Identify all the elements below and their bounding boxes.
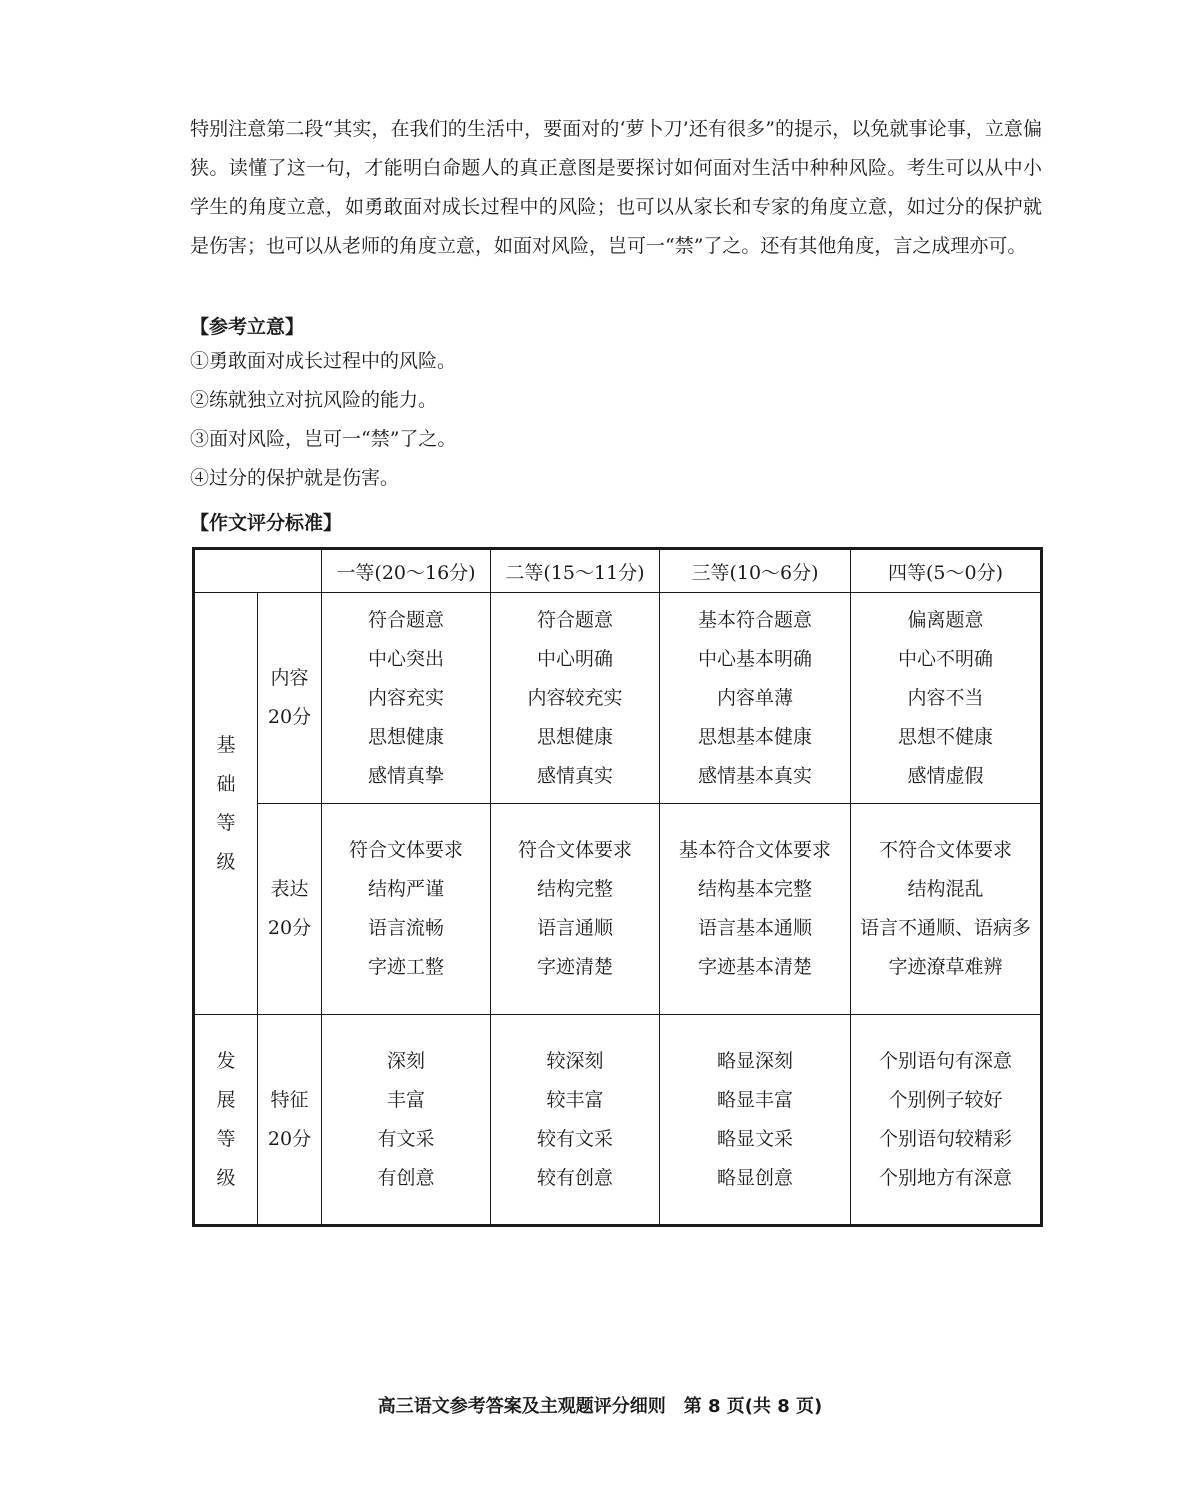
grade-header: 三等(10～6分) <box>660 549 851 593</box>
criteria-cell <box>851 1015 1042 1226</box>
table-row <box>194 593 1042 804</box>
row-label <box>258 804 322 1015</box>
criterion-line: 内容单薄 <box>716 686 793 709</box>
reference-heading: 【参考立意】 <box>190 316 305 338</box>
criterion-line: 思想健康 <box>536 725 613 748</box>
criterion-line: 个别例子较好 <box>888 1088 1003 1111</box>
criterion-line: 个别语句较精彩 <box>878 1127 1012 1150</box>
criterion-line: 略显文采 <box>716 1127 793 1150</box>
reference-list <box>190 342 990 498</box>
table-corner-cell <box>194 549 322 593</box>
criterion-line: 字迹潦草难辨 <box>888 956 1003 978</box>
table-row <box>194 804 1042 1015</box>
table-row <box>194 1015 1042 1226</box>
group-label-text: 基础等级 <box>216 733 236 873</box>
reference-item: ①勇敢面对成长过程中的风险。 <box>190 350 457 372</box>
criteria-cell <box>491 1015 660 1226</box>
group-label-basic <box>194 593 258 1015</box>
criterion-line: 较深刻 <box>546 1049 604 1072</box>
reference-item: ③面对风险，岂可一“禁”了之。 <box>190 428 457 450</box>
criterion-line: 深刻 <box>386 1049 425 1072</box>
row-label-line: 20分 <box>267 917 312 939</box>
page-footer: 高三语文参考答案及主观题评分细则 第 8 页(共 8 页) <box>377 1396 823 1417</box>
grade-header: 四等(5～0分) <box>851 549 1042 593</box>
row-label <box>258 1015 322 1226</box>
criterion-line: 语言不通顺、语病多 <box>859 917 1031 939</box>
criterion-line: 略显深刻 <box>716 1049 793 1072</box>
criterion-line: 中心不明确 <box>897 647 993 670</box>
criteria-heading: 【作文评分标准】 <box>190 512 343 534</box>
criterion-line: 基本符合题意 <box>697 608 812 631</box>
criteria-cell <box>491 593 660 804</box>
criterion-line: 语言流畅 <box>367 917 444 939</box>
criterion-line: 结构混乱 <box>907 878 984 900</box>
criterion-line: 中心突出 <box>367 647 444 670</box>
criterion-line: 思想不健康 <box>897 725 993 748</box>
scoring-table <box>192 547 1043 1227</box>
criterion-line: 感情虚假 <box>907 764 984 787</box>
intro-paragraph: 特别注意第二段“其实，在我们的生活中，要面对的‘萝卜刀’还有很多”的提示，以免就事论事，立意偏狭。读懂了这一句，才能明白命题人的真正意图是要探讨如何面对生活中种种风险。考生可以从中小学生的角度立意，如勇敢面对成长过程中的风险；也可以从家长和专家的角度立意，如过分的保护就是伤害；也可以从老师的角度立意，如面对风险，岂可一“禁”了之。还有其他角度，言之成理亦可。 <box>190 118 1042 257</box>
criterion-line: 略显创意 <box>716 1166 793 1189</box>
criterion-line: 较有创意 <box>536 1166 613 1189</box>
criterion-line: 符合文体要求 <box>517 839 632 861</box>
criteria-cell <box>491 804 660 1015</box>
grade-header: 二等(15～11分) <box>491 549 660 593</box>
criterion-line: 个别语句有深意 <box>878 1049 1012 1072</box>
row-label <box>258 593 322 804</box>
criterion-line: 感情真挚 <box>367 764 444 787</box>
row-label-line: 内容 <box>270 667 309 689</box>
table-header-row <box>194 549 1042 593</box>
row-label-line: 20分 <box>267 706 312 728</box>
criterion-line: 略显丰富 <box>716 1088 793 1111</box>
criterion-line: 丰富 <box>386 1088 425 1111</box>
criterion-line: 个别地方有深意 <box>878 1166 1012 1189</box>
criterion-line: 符合题意 <box>367 608 444 631</box>
criteria-cell <box>851 804 1042 1015</box>
criterion-line: 有文采 <box>377 1127 435 1150</box>
criterion-line: 中心基本明确 <box>697 647 812 670</box>
criterion-line: 字迹清楚 <box>536 956 613 978</box>
criteria-cell <box>660 1015 851 1226</box>
criterion-line: 思想基本健康 <box>697 725 812 748</box>
criterion-line: 中心明确 <box>536 647 613 670</box>
criterion-line: 偏离题意 <box>907 608 984 631</box>
criterion-line: 思想健康 <box>367 725 444 748</box>
criteria-cell <box>660 804 851 1015</box>
criterion-line: 较有文采 <box>536 1127 613 1150</box>
criterion-line: 字迹工整 <box>367 956 444 978</box>
criterion-line: 字迹基本清楚 <box>697 956 812 978</box>
table-body <box>194 593 1042 1226</box>
criterion-line: 较丰富 <box>546 1088 604 1111</box>
criterion-line: 语言基本通顺 <box>697 917 812 939</box>
grade-header: 一等(20～16分) <box>322 549 491 593</box>
criterion-line: 基本符合文体要求 <box>678 839 831 861</box>
criterion-line: 感情真实 <box>536 764 613 787</box>
criterion-line: 结构完整 <box>536 878 613 900</box>
criterion-line: 符合题意 <box>536 608 613 631</box>
criterion-line: 语言通顺 <box>536 917 613 939</box>
criterion-line: 不符合文体要求 <box>878 839 1012 861</box>
row-label-line: 20分 <box>267 1127 312 1150</box>
criterion-line: 内容充实 <box>367 686 444 709</box>
criterion-line: 结构基本完整 <box>697 878 812 900</box>
row-label-line: 表达 <box>270 878 309 900</box>
criteria-cell <box>322 1015 491 1226</box>
criterion-line: 有创意 <box>377 1166 435 1189</box>
criteria-cell <box>851 593 1042 804</box>
group-label-text: 发展等级 <box>216 1049 236 1189</box>
criteria-cell <box>660 593 851 804</box>
criterion-line: 结构严谨 <box>367 878 444 900</box>
criterion-line: 符合文体要求 <box>348 839 463 861</box>
reference-item: ②练就独立对抗风险的能力。 <box>190 389 438 411</box>
group-label-development <box>194 1015 258 1226</box>
criterion-line: 内容不当 <box>907 686 984 709</box>
criteria-cell <box>322 593 491 804</box>
row-label-line: 特征 <box>270 1088 309 1111</box>
criterion-line: 感情基本真实 <box>697 764 812 787</box>
criteria-cell <box>322 804 491 1015</box>
criterion-line: 内容较充实 <box>527 686 623 709</box>
reference-item: ④过分的保护就是伤害。 <box>190 467 400 489</box>
